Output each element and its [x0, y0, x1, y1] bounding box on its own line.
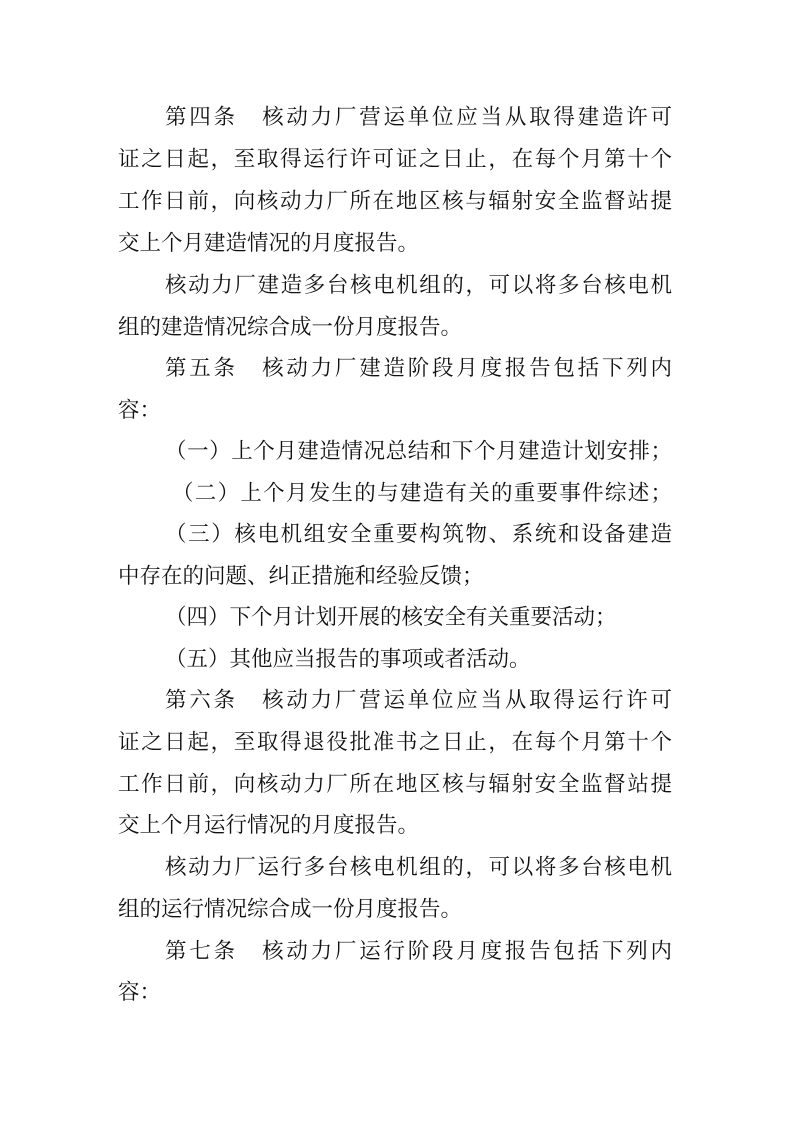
article-4-line: 交上个月建造情况的月度报告。	[118, 231, 420, 256]
article-4-paragraph-2-line: 组的建造情况综合成一份月度报告。	[118, 315, 463, 340]
article-6-paragraph-2-line: 组的运行情况综合成一份月度报告。	[118, 897, 463, 922]
article-6-line: 交上个月运行情况的月度报告。	[118, 813, 420, 838]
list-item-2: （二）上个月发生的与建造有关的重要事件综述；	[172, 481, 672, 506]
article-6-line: 第六条 核动力厂营运单位应当从取得运行许可	[165, 688, 672, 713]
article-4-paragraph-2-line: 核动力厂建造多台核电机组的，可以将多台核电机	[165, 273, 672, 298]
article-6-paragraph-2-line: 核动力厂运行多台核电机组的，可以将多台核电机	[165, 855, 672, 880]
article-7-line: 第七条 核动力厂运行阶段月度报告包括下列内	[165, 939, 672, 964]
list-item-1: （一）上个月建造情况总结和下个月建造计划安排；	[165, 439, 672, 464]
list-item-5: （五）其他应当报告的事项或者活动。	[165, 647, 531, 672]
article-6-line: 证之日起，至取得退役批准书之日止，在每个月第十个	[118, 730, 672, 755]
list-item-3-cont: 中存在的问题、纠正措施和经验反馈；	[118, 564, 484, 589]
list-item-4: （四）下个月计划开展的核安全有关重要活动；	[165, 605, 617, 630]
list-item-3: （三）核电机组安全重要构筑物、系统和设备建造	[165, 522, 672, 547]
article-4-line: 证之日起，至取得运行许可证之日止，在每个月第十个	[118, 147, 672, 172]
article-5-line: 第五条 核动力厂建造阶段月度报告包括下列内	[165, 356, 672, 381]
article-6-line: 工作日前，向核动力厂所在地区核与辐射安全监督站提	[118, 772, 672, 797]
article-7-line: 容：	[118, 980, 162, 1005]
article-5-line: 容：	[118, 398, 162, 423]
article-4-line: 工作日前，向核动力厂所在地区核与辐射安全监督站提	[118, 189, 672, 214]
article-4-line: 第四条 核动力厂营运单位应当从取得建造许可	[165, 105, 672, 130]
